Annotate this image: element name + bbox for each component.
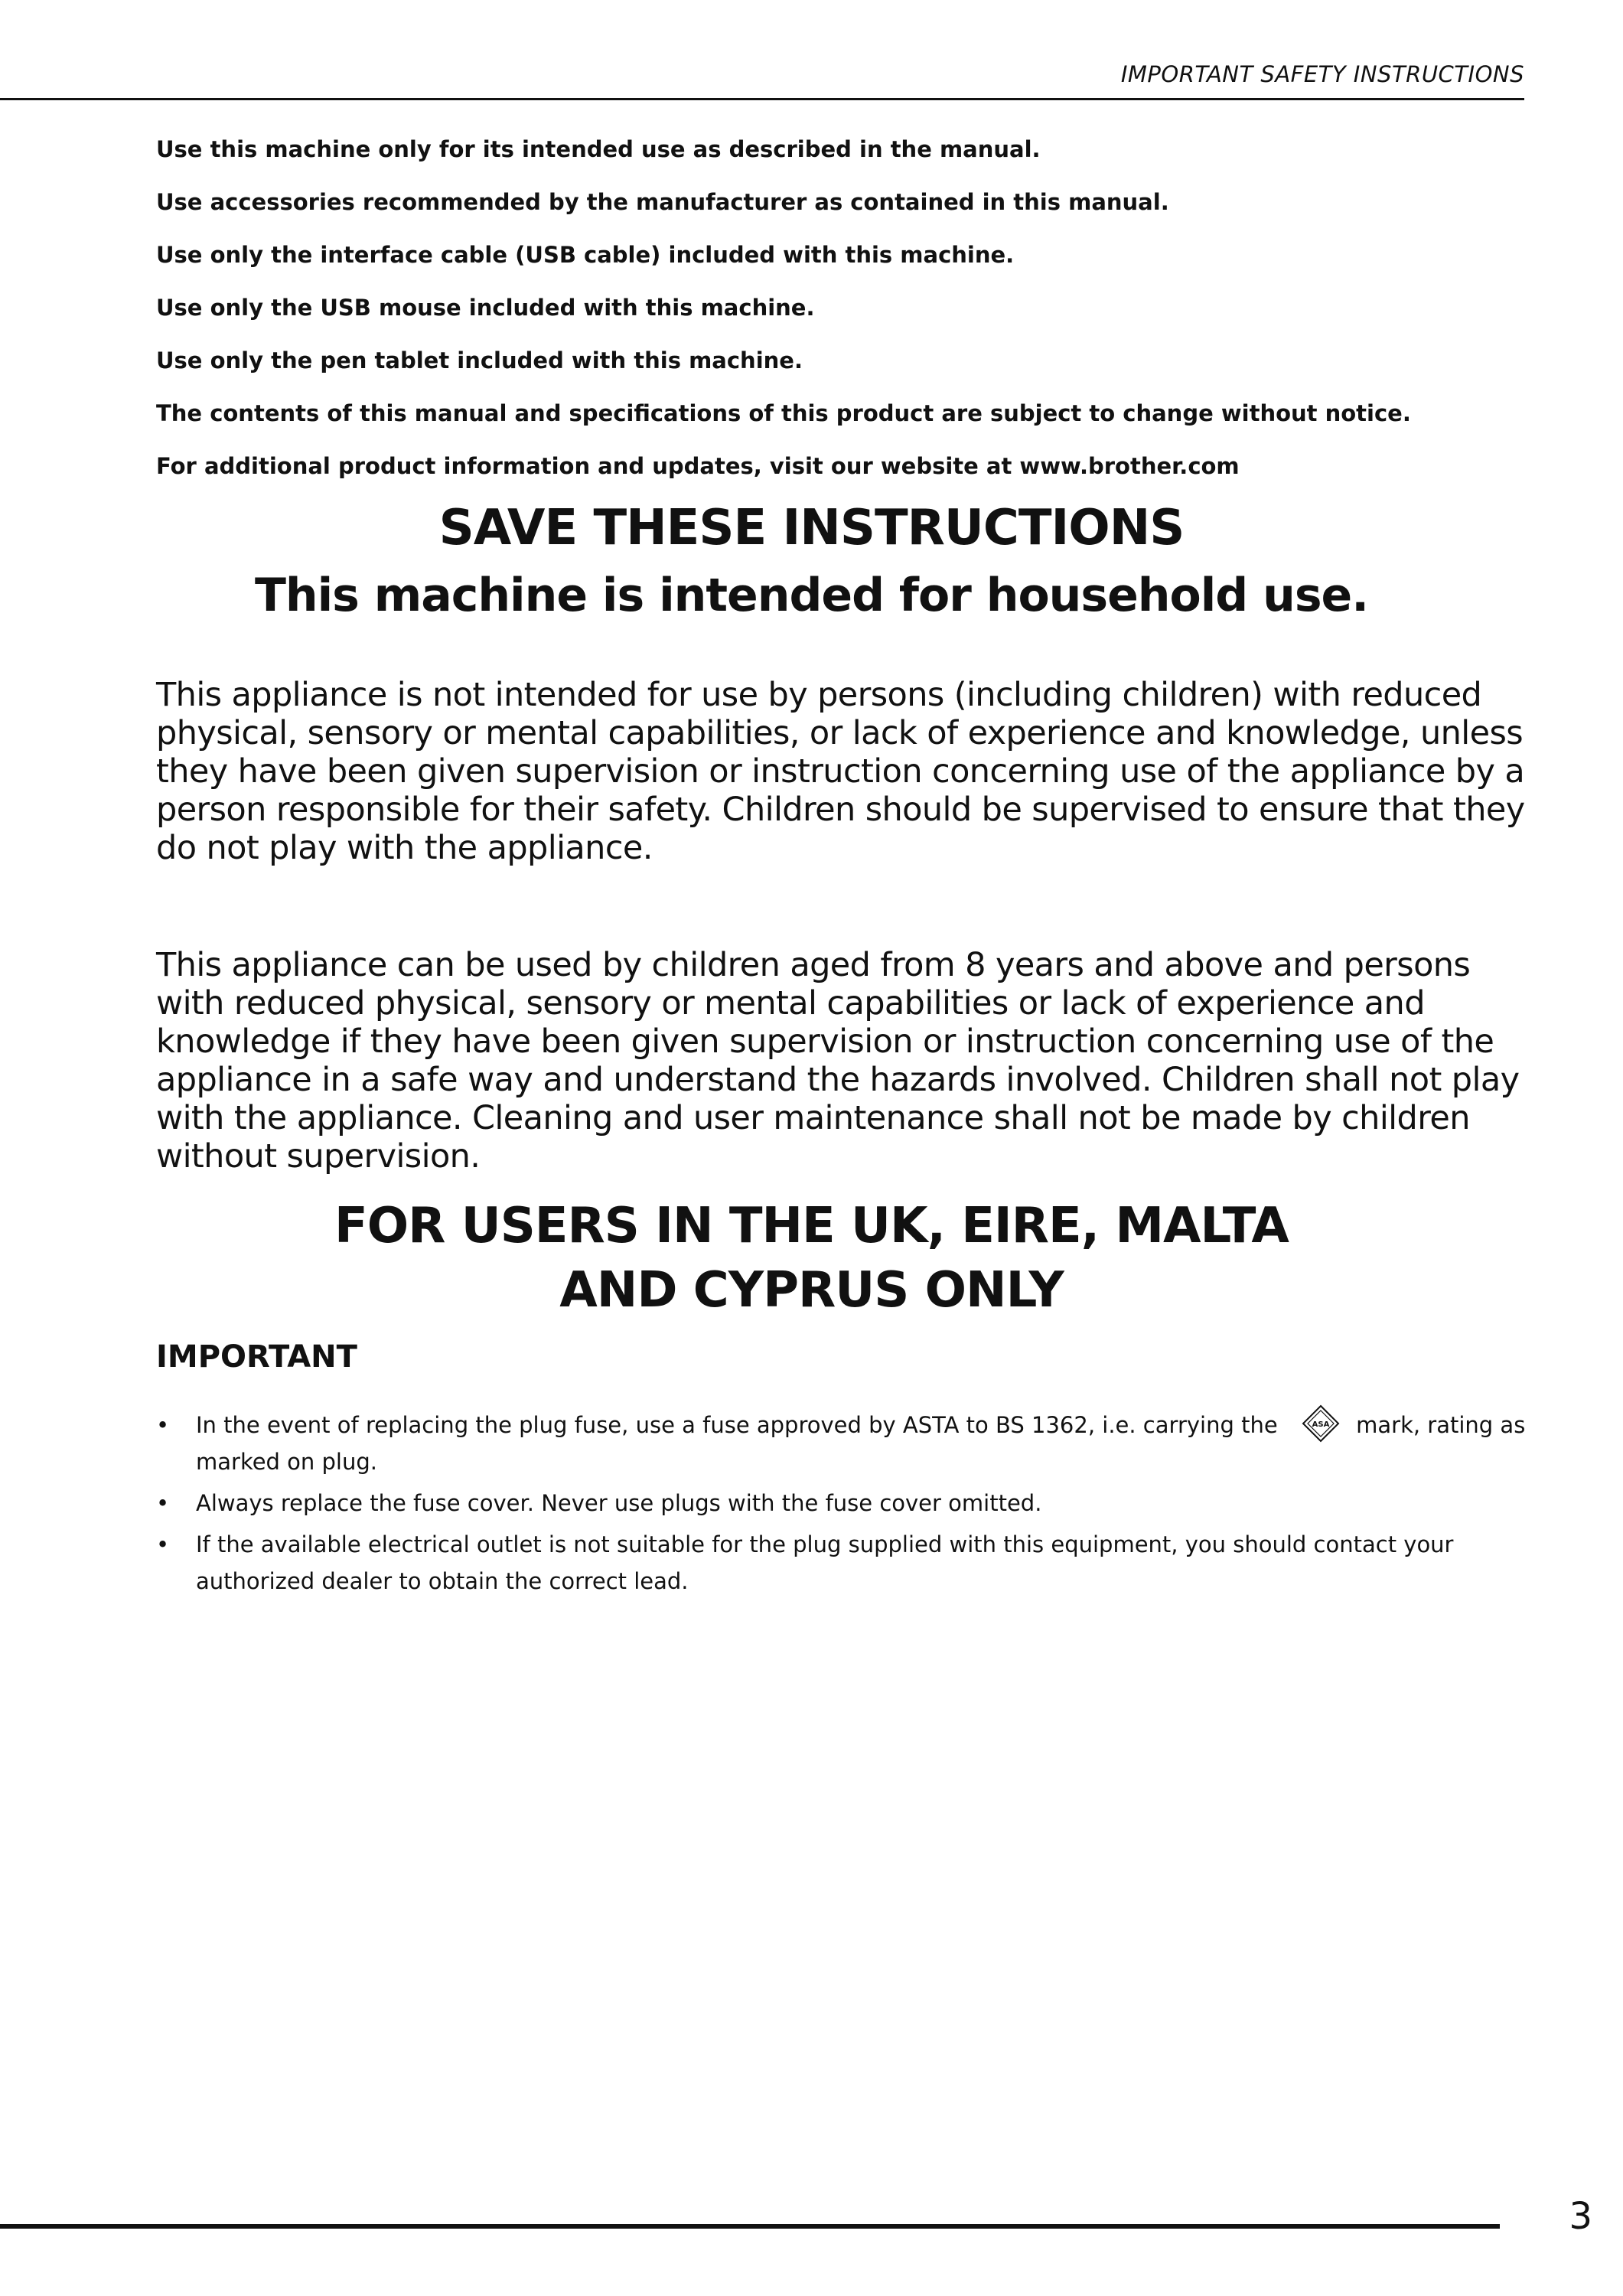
uk-heading-line-1: FOR USERS IN THE UK, EIRE, MALTA — [334, 1198, 1289, 1254]
page-number: 3 — [1569, 2195, 1592, 2238]
page-header — [0, 54, 1524, 100]
save-instructions-heading: SAVE THESE INSTRUCTIONS — [438, 500, 1185, 556]
rule-item: For additional product information and updates, visit our website at www.brother.com — [156, 453, 1240, 479]
rule-item: The contents of this manual and specifications of this product are subject to change without notice. — [156, 400, 1411, 426]
bullet-icon: • — [156, 1490, 170, 1516]
footer-divider — [0, 2224, 1500, 2229]
list-item — [156, 1526, 1533, 1600]
fuse-text-before-mark: In the event of replacing the plug fuse, use a fuse approved by ASTA to BS 1362, i.e. carrying the — [196, 1412, 1278, 1438]
uk-heading-line-2: AND CYPRUS ONLY — [559, 1262, 1064, 1319]
important-label: IMPORTANT — [156, 1339, 357, 1375]
fuse-text-after-mark: mark, rating as marked on plug. — [196, 1412, 1526, 1475]
important-bullet-list — [156, 1407, 1533, 1604]
children-use-paragraph: This appliance can be used by children aged from 8 years and above and persons with reduced physical, sensory or mental capabilities or lack of experience and knowledge if they have been given supervision or instruction concerning use of the appliance in a safe way and understand the hazards involved. Children shall not play with the appliance. Cleaning and user maintenance shall not be made by children without supervision. — [156, 946, 1520, 1176]
list-item — [156, 1485, 1533, 1521]
section-title: IMPORTANT SAFETY INSTRUCTIONS — [1120, 61, 1524, 87]
appliance-warning-paragraph: This appliance is not intended for use by persons (including children) with reduced physical, sensory or mental capabilities, or lack of experience and knowledge, unless they have been given supervision or instruction concerning use of the appliance by a person responsible for their safety. Children should be supervised to ensure that they do not play with the appliance. — [156, 676, 1525, 867]
asta-mark-icon — [1302, 1404, 1340, 1443]
rule-item: Use only the interface cable (USB cable) included with this machine. — [156, 242, 1015, 268]
usage-rules-list — [156, 134, 1518, 504]
bullet-icon: • — [156, 1412, 170, 1438]
rule-item: Use only the pen tablet included with this machine. — [156, 347, 803, 373]
list-item — [156, 1407, 1533, 1480]
fuse-cover-text: Always replace the fuse cover. Never use plugs with the fuse cover omitted. — [196, 1490, 1042, 1516]
asta-mark-text: ASA — [1312, 1420, 1330, 1429]
bullet-icon: • — [156, 1531, 170, 1557]
rule-item: Use this machine only for its intended use as described in the manual. — [156, 136, 1041, 162]
uk-users-heading — [0, 1194, 1623, 1322]
rule-item: Use accessories recommended by the manufacturer as contained in this manual. — [156, 189, 1169, 215]
outlet-text: If the available electrical outlet is not suitable for the plug supplied with this equipment, you should contact your authorized dealer to obtain the correct lead. — [196, 1531, 1454, 1594]
household-use-heading: This machine is intended for household use. — [254, 569, 1369, 622]
rule-item: Use only the USB mouse included with this machine. — [156, 295, 815, 321]
